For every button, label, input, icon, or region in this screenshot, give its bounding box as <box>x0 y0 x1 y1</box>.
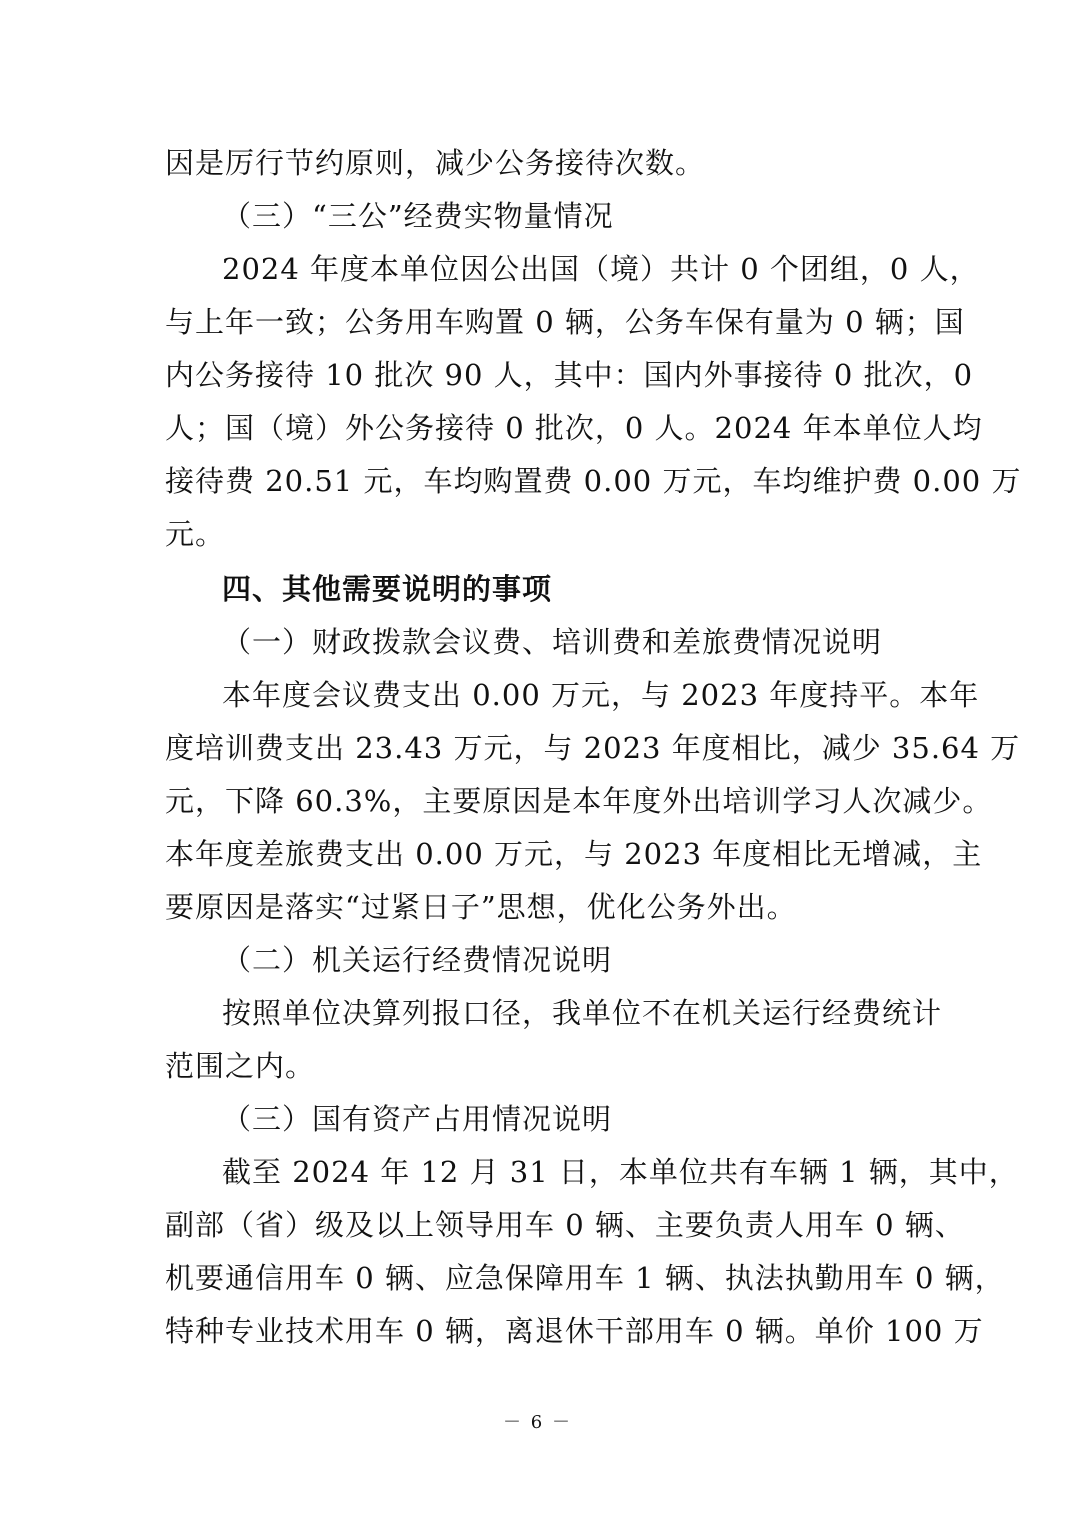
paragraph-line: 特种专业技术用车 0 辆，离退休干部用车 0 辆。单价 100 万 <box>165 1314 984 1348</box>
paragraph-line: 元，下降 60.3%，主要原因是本年度外出培训学习人次减少。 <box>165 784 993 818</box>
section-heading: 四、其他需要说明的事项 <box>222 572 553 606</box>
paragraph-line: 与上年一致；公务用车购置 0 辆，公务车保有量为 0 辆；国 <box>165 305 965 339</box>
subsection-heading: （三）“三公”经费实物量情况 <box>222 199 614 233</box>
paragraph-line: 按照单位决算列报口径，我单位不在机关运行经费统计 <box>222 996 943 1030</box>
paragraph-line: 内公务接待 10 批次 90 人，其中：国内外事接待 0 批次，0 <box>165 358 974 392</box>
paragraph-line: 元。 <box>165 517 226 551</box>
page-number: － 6 － <box>503 1412 572 1433</box>
paragraph-line: 本年度差旅费支出 0.00 万元，与 2023 年度相比无增减，主 <box>165 837 983 871</box>
paragraph-line: 副部（省）级及以上领导用车 0 辆、主要负责人用车 0 辆、 <box>165 1208 965 1242</box>
subsection-heading: （二）机关运行经费情况说明 <box>222 943 613 977</box>
paragraph-line: 本年度会议费支出 0.00 万元，与 2023 年度持平。本年 <box>222 678 980 712</box>
paragraph-line: 机要通信用车 0 辆、应急保障用车 1 辆、执法执勤用车 0 辆， <box>165 1261 1005 1295</box>
paragraph-line: 接待费 20.51 元，车均购置费 0.00 万元，车均维护费 0.00 万 <box>165 464 1022 498</box>
paragraph-line: 因是厉行节约原则，减少公务接待次数。 <box>165 146 706 180</box>
paragraph-line: 截至 2024 年 12 月 31 日，本单位共有车辆 1 辆，其中， <box>222 1155 1019 1189</box>
paragraph-line: 范围之内。 <box>165 1049 316 1083</box>
paragraph-line: 要原因是落实“过紧日子”思想，优化公务外出。 <box>165 890 797 924</box>
subsection-heading: （一）财政拨款会议费、培训费和差旅费情况说明 <box>222 625 883 659</box>
paragraph-line: 人；国（境）外公务接待 0 批次，0 人。2024 年本单位人均 <box>165 411 983 445</box>
paragraph-line: 度培训费支出 23.43 万元，与 2023 年度相比，减少 35.64 万 <box>165 731 1021 765</box>
paragraph-line: 2024 年度本单位因公出国（境）共计 0 个团组，0 人， <box>222 252 980 286</box>
subsection-heading: （三）国有资产占用情况说明 <box>222 1102 613 1136</box>
